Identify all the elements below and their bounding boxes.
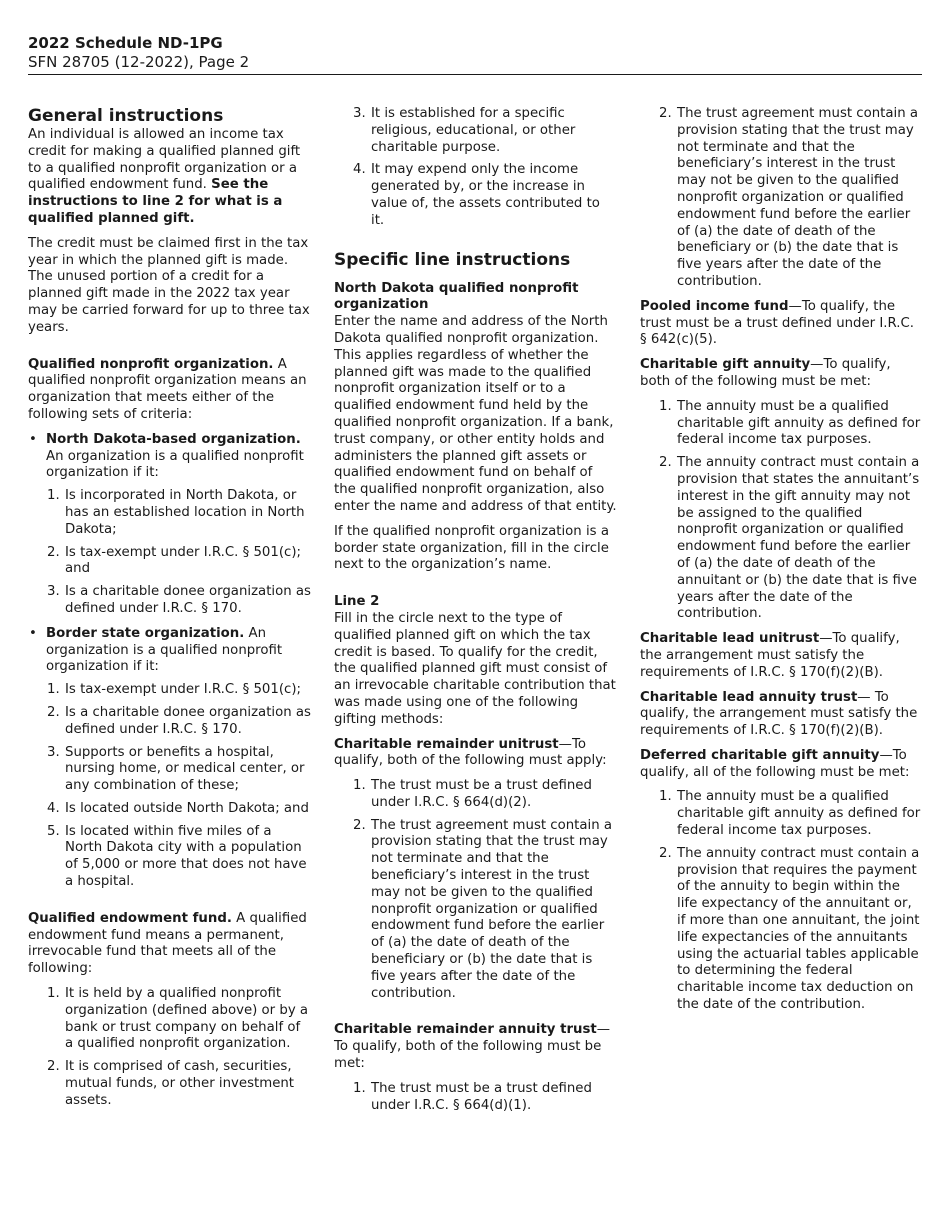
nd-based-term: North Dakota-based organization. [46, 431, 301, 447]
list-item: 2. The trust agreement must contain a provision stating that the trust may not terminate and that the beneficiary’s interest in the trust may not be given to the qualified nonprofit organization or qualified endowment fund before the earlier of (a) the date of death of the beneficiary or (b) the date that is five years after the date of the contribution. [353, 817, 613, 1001]
general-paragraph-1: An individual is allowed an income tax credit for making a qualified planned gift to a qualified nonprofit organization or a qualified endowment fund. See the instructions to line 2 for what is a qualified planned gift. [28, 127, 301, 226]
page-header [28, 34, 922, 72]
cga-term: Charitable gift annuity [640, 357, 811, 373]
bullet-icon: • [29, 431, 37, 447]
nd-nonprofit-heading: North Dakota qualified nonprofit organization [334, 280, 579, 313]
cru-criteria [334, 778, 617, 1002]
border-state-term: Border state organization. [46, 625, 245, 641]
list-item: 1. The trust must be a trust defined under I.R.C. § 664(d)(1). [353, 1080, 592, 1113]
general-instructions-heading: General instructions [28, 106, 224, 126]
organization-types-list [28, 432, 311, 891]
specific-instructions-heading: Specific line instructions [334, 249, 571, 270]
list-item: 3. Is a charitable donee organization as defined under I.R.C. § 170. [47, 584, 311, 616]
list-item: 2. The annuity contract must contain a provision that requires the payment of the annuity to begin within the life expectancy of the annuitant or, if more than one annuitant, the joint life expectancies of the annuitants using the actuarial tables applicable to determining the federal charitable income tax deduction on the date of the contribution. [659, 845, 920, 1013]
endowment-criteria-part-2 [334, 106, 617, 230]
column-1 [28, 106, 311, 1118]
qualified-endowment-term: Qualified endowment fund. [28, 910, 232, 926]
qualified-nonprofit-paragraph: Qualified nonprofit organization. A qualified nonprofit organization means an organization that meets either of the following sets of criteria: [28, 356, 307, 422]
list-item: 2. Is a charitable donee organization as defined under I.R.C. § 170. [47, 704, 311, 737]
crat-term: Charitable remainder annuity trust [334, 1022, 597, 1038]
border-state-criteria [28, 682, 311, 891]
list-item: 5. Is located within five miles of a North Dakota city with a population of 5,000 or more that does not have a hospital. [47, 823, 307, 890]
pooled-income-fund-paragraph: Pooled income fund—To qualify, the trust must be a trust defined under I.R.C. § 642(c)(5). [640, 298, 915, 348]
list-item: 4. Is located outside North Dakota; and [47, 800, 309, 816]
list-item: 3. Supports or benefits a hospital, nursing home, or medical center, or any combination of these; [47, 744, 305, 794]
cga-criteria [640, 399, 923, 623]
charitable-lead-unitrust-paragraph: Charitable lead unitrust—To qualify, the arrangement must satisfy the requirements of I.R.C. § 170(f)(2)(B). [640, 631, 900, 680]
list-item: 2. The trust agreement must contain a provision stating that the trust may not terminate and that the beneficiary’s interest in the trust may not be given to the qualified nonprofit organization or qualified endowment fund before the earlier of (a) the date of death of the beneficiary or (b) the date that is five years after the date of the contribution. [659, 106, 919, 289]
header-divider [28, 74, 922, 75]
clat-term: Charitable lead annuity trust [640, 689, 858, 705]
qualified-nonprofit-term: Qualified nonprofit organization. [28, 356, 274, 372]
nd-based-criteria [28, 488, 311, 618]
charitable-gift-annuity-paragraph: Charitable gift annuity—To qualify, both of the following must be met: [640, 357, 891, 389]
border-state-organization: • Border state organization. An organization is a qualified nonprofit organization if it: 1. Is tax-exempt under I.R.C. § 501(c); 2. Is a charitable donee organization as defined under I.R.C. § 170. 3. Supports or benefits a hospital, nursing home, or medical center, or any combination of these; 4. Is located outside North Dakota; and 5. Is located within five miles of a North Dakota city with a population of 5,000 or more that does not have a hospital. [29, 625, 311, 890]
list-item: 3. It is established for a specific religious, educational, or other charitable purpose. [353, 106, 576, 155]
list-item: 4. It may expend only the income generated by, or the increase in value of, the assets contributed to it. [353, 162, 600, 228]
list-item: 2. It is comprised of cash, securities, mutual funds, or other investment assets. [47, 1059, 295, 1108]
list-item: 1. The trust must be a trust defined under I.R.C. § 664(d)(2). [353, 778, 592, 810]
qualified-endowment-paragraph: Qualified endowment fund. A qualified endowment fund means a permanent, irrevocable fund that meets all of the following: [28, 910, 307, 977]
list-item: 2. Is tax-exempt under I.R.C. § 501(c); and [47, 544, 301, 577]
column-2 [334, 106, 617, 1122]
list-item: 1. Is incorporated in North Dakota, or has an established location in North Dakota; [47, 488, 305, 537]
list-item: 1. It is held by a qualified nonprofit organization (defined above) or by a bank or trust company on behalf of a qualified nonprofit organization. [47, 986, 309, 1052]
general-bold-note: See the instructions to line 2 for what is a qualified planned gift. [28, 177, 283, 226]
dcga-criteria [640, 789, 923, 1013]
nd-nonprofit-paragraph-1: Enter the name and address of the North Dakota qualified nonprofit organization. This applies regardless of whether the planned gift was made to the qualified nonprofit organization itself or to a qualified endowment fund held by the qualified nonprofit organization. If a bank, trust company, or other entity holds and administers the planned gift assets or qualified endowment fund on behalf of the qualified nonprofit organization, also enter the name and address of that entity. [334, 314, 617, 514]
form-subtitle: SFN 28705 (12-2022), Page 2 [28, 53, 250, 71]
cru-term: Charitable remainder unitrust [334, 736, 559, 752]
charitable-remainder-annuity-paragraph: Charitable remainder annuity trust—To qualify, both of the following must be met: [334, 1022, 611, 1072]
crat-criteria-part-2 [640, 106, 923, 291]
charitable-remainder-unitrust-paragraph: Charitable remainder unitrust—To qualify, both of the following must apply: [334, 736, 607, 769]
deferred-gift-annuity-paragraph: Deferred charitable gift annuity—To qualify, all of the following must be met: [640, 747, 910, 780]
list-item: 2. The annuity contract must contain a provision that states the annuitant’s interest in the gift annuity may not be assigned to the qualified nonprofit organization or qualified endowment fund before the earlier of (a) the date of death of the annuitant or (b) the date that is five years after the date of the contribution. [659, 455, 920, 622]
charitable-lead-annuity-paragraph: Charitable lead annuity trust— To qualify, the arrangement must satisfy the requirements of I.R.C. § 170(f)(2)(B). [640, 689, 918, 739]
form-title: 2022 Schedule ND-1PG [28, 34, 223, 52]
clu-term: Charitable lead unitrust [640, 631, 820, 647]
endowment-criteria-part-1 [28, 986, 311, 1110]
crat-criteria-part-1 [334, 1081, 617, 1115]
line-2-paragraph: Fill in the circle next to the type of qualified planned gift on which the tax credit is based. To qualify for the credit, the qualified planned gift must consist of an irrevocable charitable contribution that was made using one of the following gifting methods: [334, 610, 616, 727]
column-3 [640, 106, 923, 1022]
bullet-icon: • [29, 625, 37, 641]
dcga-term: Deferred charitable gift annuity [640, 747, 880, 763]
list-item: 1. Is tax-exempt under I.R.C. § 501(c); [47, 682, 301, 698]
nd-nonprofit-paragraph-2: If the qualified nonprofit organization is a border state organization, fill in the circle next to the organization’s name. [334, 523, 609, 573]
list-item: 1. The annuity must be a qualified charitable gift annuity as defined for federal income tax purposes. [659, 789, 921, 839]
pif-term: Pooled income fund [640, 298, 789, 314]
general-paragraph-2: The credit must be claimed first in the tax year in which the planned gift is made. The unused portion of a credit for a planned gift made in the 2022 tax year may be carried forward for up to three tax years. [28, 235, 310, 335]
line-2-heading: Line 2 [334, 594, 380, 610]
list-item: 1. The annuity must be a qualified charitable gift annuity as defined for federal income tax purposes. [659, 398, 921, 448]
nd-based-organization: • North Dakota-based organization. An organization is a qualified nonprofit organization if it: 1. Is incorporated in North Dakota, or has an established location in North Dakota; 2. Is tax-exempt under I.R.C. § 501(c); and 3. Is a charitable donee organization as defined under I.R.C. § 170. [29, 431, 311, 616]
